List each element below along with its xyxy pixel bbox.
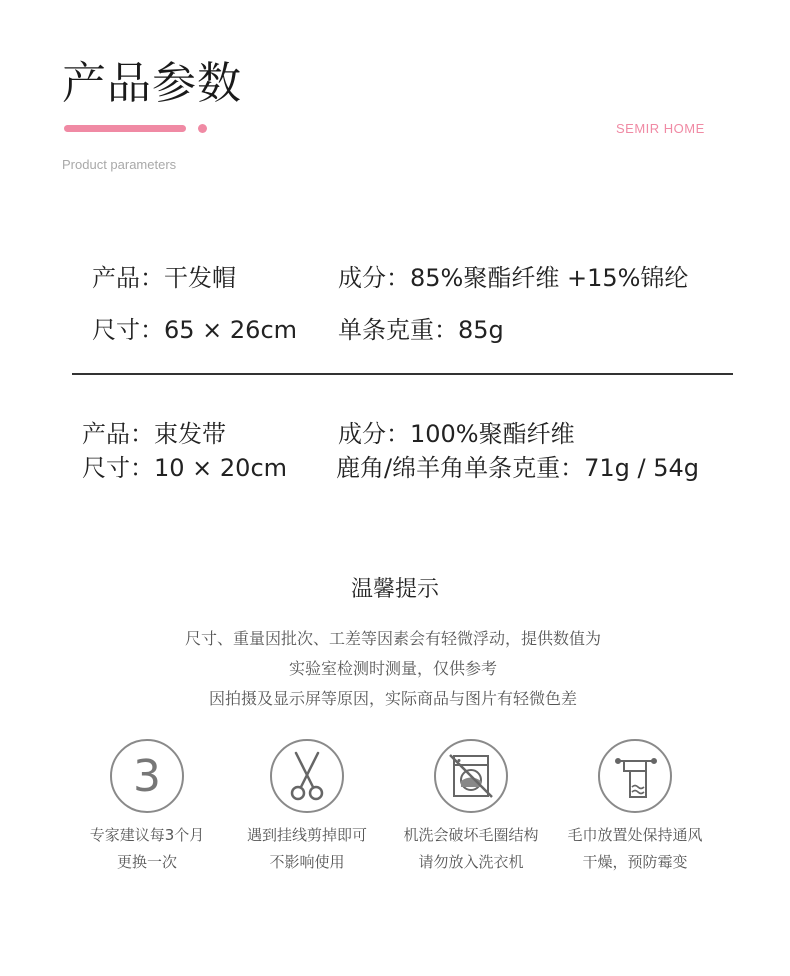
product-1-size: 尺寸：65 × 26cm [92, 316, 298, 344]
brand-name: SEMIR HOME [616, 121, 705, 136]
number-3-icon [110, 739, 184, 813]
product-1-material: 成分：85%聚酯纤维 +15%锦纶 [338, 264, 689, 292]
care-4-line-2: 干燥，预防霉变 [582, 853, 688, 871]
product-2-name: 产品：束发带 [82, 420, 226, 448]
scissors-icon [270, 739, 344, 813]
towel-rack-icon [598, 739, 672, 813]
page-subtitle: Product parameters [62, 157, 177, 172]
care-1-line-1: 专家建议每3个月 [89, 826, 205, 844]
section-divider [72, 373, 733, 375]
care-3-line-1: 机洗会破坏毛圈结构 [403, 826, 539, 844]
title-accent-dot [198, 124, 207, 133]
product-1-name: 产品：干发帽 [92, 264, 236, 292]
tip-line-1: 尺寸、重量因批次、工差等因素会有轻微浮动，提供数值为 [184, 629, 601, 648]
care-2-line-1: 遇到挂线剪掉即可 [246, 826, 367, 844]
number-3-glyph: 3 [133, 751, 161, 802]
care-1-line-2: 更换一次 [116, 853, 177, 871]
care-3-line-2: 请勿放入洗衣机 [418, 853, 524, 871]
product-2-size: 尺寸：10 × 20cm [82, 454, 288, 482]
page-title: 产品参数 [62, 58, 242, 109]
product-1-weight: 单条克重：85g [338, 316, 504, 344]
product-2-weight: 鹿角/绵羊角单条克重：71g / 54g [336, 454, 699, 482]
no-washing-machine-icon [434, 739, 508, 813]
care-2-line-2: 不影响使用 [269, 853, 345, 871]
title-accent-bar [64, 125, 186, 132]
care-4-line-1: 毛巾放置处保持通风 [567, 826, 703, 844]
product-2-material: 成分：100%聚酯纤维 [338, 420, 575, 448]
tips-title: 温馨提示 [350, 577, 439, 602]
tip-line-3: 因拍摄及显示屏等原因，实际商品与图片有轻微色差 [208, 689, 577, 708]
tip-line-2: 实验室检测时测量，仅供参考 [288, 659, 497, 678]
